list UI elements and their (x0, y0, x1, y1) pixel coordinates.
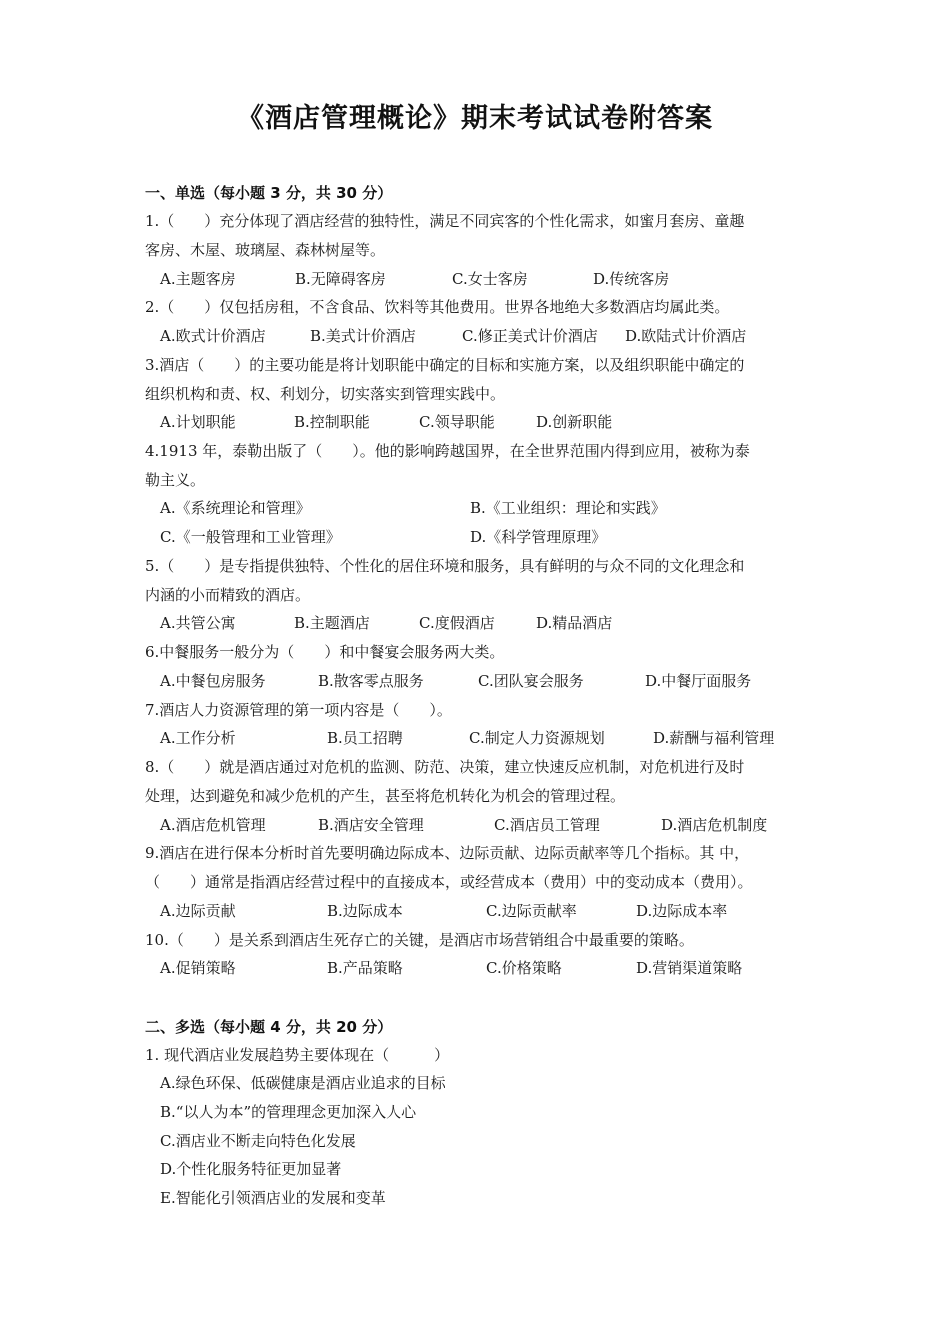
question-2-line-1: 2.（ ）仅包括房租，不含食品、饮料等其他费用。世界各地绝大多数酒店均属此类。 (145, 298, 730, 316)
option-d: D.酒店危机制度 (661, 816, 768, 834)
multi-option-c: C.酒店业不断走向特色化发展 (160, 1132, 356, 1150)
question-5-line-1: 5.（ ）是专指提供独特、个性化的居住环境和服务，具有鲜明的与众不同的文化理念和 (145, 557, 745, 575)
option-d: D.边际成本率 (636, 902, 728, 920)
question-4-line-2: 勒主义。 (145, 471, 206, 489)
question-9-line-2: （ ）通常是指酒店经营过程中的直接成本，或经营成本（费用）中的变动成本（费用）。 (145, 873, 753, 891)
option-d: D.欧陆式计价酒店 (625, 327, 747, 345)
section-heading-multiple-choice: 二、多选（每小题 4 分，共 20 分） (145, 1018, 393, 1036)
option-c: C.《一般管理和工业管理》 (160, 528, 341, 546)
option-b: B.酒店安全管理 (318, 816, 424, 834)
option-b: B.控制职能 (294, 413, 370, 431)
option-d: D.中餐厅面服务 (645, 672, 752, 690)
option-c: C.女士客房 (452, 270, 528, 288)
option-b: B.美式计价酒店 (310, 327, 416, 345)
option-b: B.散客零点服务 (318, 672, 424, 690)
question-10-line-1: 10.（ ）是关系到酒店生死存亡的关键，是酒店市场营销组合中最重要的策略。 (145, 931, 694, 949)
option-a: A.欧式计价酒店 (160, 327, 266, 345)
option-c: C.制定人力资源规划 (469, 729, 605, 747)
option-b: B.产品策略 (327, 959, 403, 977)
option-d: D.《科学管理原理》 (470, 528, 607, 546)
option-a: A.促销策略 (160, 959, 236, 977)
option-c: C.价格策略 (486, 959, 562, 977)
option-c: C.领导职能 (419, 413, 495, 431)
option-b: B.无障碍客房 (295, 270, 386, 288)
option-a: A.边际贡献 (160, 902, 236, 920)
option-d: D.薪酬与福利管理 (653, 729, 775, 747)
option-c: C.修正美式计价酒店 (462, 327, 598, 345)
option-c: C.边际贡献率 (486, 902, 577, 920)
option-a: A.计划职能 (160, 413, 236, 431)
question-9-line-1: 9.酒店在进行保本分析时首先要明确边际成本、边际贡献、边际贡献率等几个指标。其 中， (145, 844, 750, 862)
option-b: B.边际成本 (327, 902, 403, 920)
multi-option-d: D.个性化服务特征更加显著 (160, 1160, 342, 1178)
option-c: C.酒店员工管理 (494, 816, 600, 834)
question-3-line-2: 组织机构和责、权、利划分，切实落实到管理实践中。 (145, 385, 506, 403)
option-b: B.主题酒店 (294, 614, 370, 632)
question-7-line-1: 7.酒店人力资源管理的第一项内容是（ ）。 (145, 701, 452, 719)
option-a: A.中餐包房服务 (160, 672, 266, 690)
question-8-line-1: 8.（ ）就是酒店通过对危机的监测、防范、决策，建立快速反应机制，对危机进行及时 (145, 758, 745, 776)
multi-question-1-line-1: 1. 现代酒店业发展趋势主要体现在（ ） (145, 1046, 450, 1064)
page-title: 《酒店管理概论》期末考试试卷附答案 (237, 103, 713, 134)
option-b: B.《工业组织：理论和实践》 (470, 499, 666, 517)
section-heading-single-choice: 一、单选（每小题 3 分，共 30 分） (145, 184, 393, 202)
option-a: A.酒店危机管理 (160, 816, 266, 834)
multi-option-e: E.智能化引领酒店业的发展和变革 (160, 1189, 386, 1207)
option-b: B.员工招聘 (327, 729, 403, 747)
question-8-line-2: 处理，达到避免和减少危机的产生，甚至将危机转化为机会的管理过程。 (145, 787, 626, 805)
question-1-line-2: 客房、木屋、玻璃屋、森林树屋等。 (145, 241, 386, 259)
multi-option-b: B.“以人为本”的管理理念更加深入人心 (160, 1103, 417, 1121)
option-d: D.创新职能 (536, 413, 613, 431)
option-a: A.《系统理论和管理》 (160, 499, 311, 517)
option-c: C.度假酒店 (419, 614, 495, 632)
option-d: D.传统客房 (593, 270, 670, 288)
option-d: D.营销渠道策略 (636, 959, 743, 977)
option-a: A.共管公寓 (160, 614, 236, 632)
question-6-line-1: 6.中餐服务一般分为（ ）和中餐宴会服务两大类。 (145, 643, 505, 661)
multi-option-a: A.绿色环保、低碳健康是酒店业追求的目标 (160, 1074, 446, 1092)
option-a: A.工作分析 (160, 729, 236, 747)
question-4-line-1: 4.1913 年，泰勒出版了（ ）。他的影响跨越国界，在全世界范围内得到应用，被称为泰 (145, 442, 750, 460)
question-5-line-2: 内涵的小而精致的酒店。 (145, 586, 311, 604)
question-1-line-1: 1.（ ）充分体现了酒店经营的独特性，满足不同宾客的个性化需求，如蜜月套房、童趣 (145, 212, 745, 230)
option-a: A.主题客房 (160, 270, 236, 288)
option-d: D.精品酒店 (536, 614, 613, 632)
question-3-line-1: 3.酒店（ ）的主要功能是将计划职能中确定的目标和实施方案，以及组织职能中确定的 (145, 356, 745, 374)
option-c: C.团队宴会服务 (478, 672, 584, 690)
